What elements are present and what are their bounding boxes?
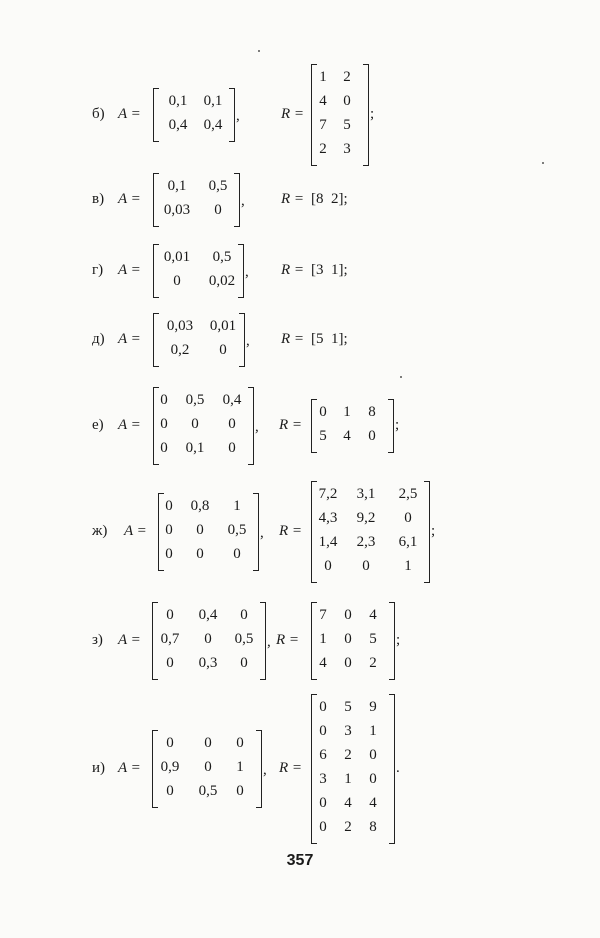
matrix-cell: 4 <box>344 795 352 811</box>
matrix-cell: 1 <box>233 498 241 514</box>
matrix-cell: 0 <box>240 655 248 671</box>
print-speck <box>542 162 544 164</box>
matrix-cell: 4 <box>369 607 377 623</box>
matrix-cell: 5 <box>319 428 327 444</box>
problem-letter: з) <box>92 632 103 648</box>
matrix-cell: 0,5 <box>198 783 218 799</box>
matrix-cell: 4 <box>319 655 327 671</box>
matrix-cell: 1 <box>236 759 244 775</box>
r-label: R = <box>279 760 303 776</box>
r-label: R = <box>281 262 305 278</box>
matrix-cell: 0 <box>369 771 377 787</box>
matrix-cell: 3,1 <box>356 486 376 502</box>
matrix-r <box>311 64 369 166</box>
r-label: R = <box>281 191 305 207</box>
matrix-cell: 0,7 <box>160 631 180 647</box>
r-row-vector: [8 2]; <box>311 191 348 207</box>
matrix-cell: 4 <box>343 428 351 444</box>
matrix-cell: 1 <box>369 723 377 739</box>
matrix-cell: 2 <box>369 655 377 671</box>
matrix-cell: 0 <box>204 735 212 751</box>
matrix-cell: 0 <box>319 723 327 739</box>
a-punct: , <box>246 333 250 349</box>
print-speck <box>258 50 260 52</box>
matrix-cell: 0 <box>214 202 222 218</box>
matrix-cell: 0 <box>362 558 370 574</box>
matrix-cell: 0,4 <box>222 392 242 408</box>
r-punct: ; <box>431 523 436 539</box>
matrix-cell: 0 <box>236 735 244 751</box>
matrix-cell: 4,3 <box>318 510 338 526</box>
matrix-a <box>152 602 266 680</box>
problem-letter: е) <box>92 417 104 433</box>
matrix-cell: 0 <box>160 392 168 408</box>
matrix-cell: 0 <box>319 819 327 835</box>
matrix-cell: 0 <box>324 558 332 574</box>
matrix-cell: 0 <box>173 273 181 289</box>
matrix-cell: 0 <box>344 631 352 647</box>
matrix-cell: 1 <box>404 558 412 574</box>
r-punct: ; <box>396 632 401 648</box>
matrix-cell: 1 <box>343 404 351 420</box>
a-punct: , <box>236 108 240 124</box>
matrix-cell: 1 <box>319 69 327 85</box>
matrix-cell: 0,2 <box>170 342 190 358</box>
matrix-cell: 0 <box>368 428 376 444</box>
a-label: A = <box>118 417 141 433</box>
problem-letter: г) <box>92 262 104 278</box>
matrix-cell: 4 <box>369 795 377 811</box>
r-label: R = <box>281 106 305 122</box>
matrix-r <box>311 694 395 844</box>
matrix-cell: 0 <box>344 655 352 671</box>
a-punct: , <box>241 193 245 209</box>
a-punct: , <box>255 419 259 435</box>
matrix-cell: 3 <box>344 723 352 739</box>
matrix-cell: 0,5 <box>234 631 254 647</box>
page-number: 357 <box>286 852 314 869</box>
matrix-r <box>311 399 394 453</box>
r-punct: ; <box>395 417 400 433</box>
matrix-a <box>153 244 244 298</box>
matrix-cell: 0,4 <box>198 607 218 623</box>
matrix-cell: 7,2 <box>318 486 338 502</box>
r-label: R = <box>281 331 305 347</box>
matrix-cell: 0,1 <box>185 440 205 456</box>
matrix-cell: 6,1 <box>398 534 418 550</box>
matrix-cell: 0 <box>240 607 248 623</box>
matrix-cell: 0 <box>166 735 174 751</box>
matrix-cell: 0 <box>219 342 227 358</box>
matrix-cell: 0 <box>165 498 173 514</box>
a-punct: , <box>267 634 271 650</box>
matrix-cell: 0 <box>204 759 212 775</box>
r-label: R = <box>279 417 303 433</box>
problem-letter: б) <box>92 106 105 122</box>
a-label: A = <box>118 262 141 278</box>
matrix-r <box>311 481 430 583</box>
matrix-a <box>153 88 235 142</box>
matrix-cell: 7 <box>319 607 327 623</box>
matrix-cell: 0,5 <box>185 392 205 408</box>
matrix-cell: 0 <box>166 607 174 623</box>
matrix-cell: 0 <box>204 631 212 647</box>
matrix-cell: 2 <box>344 747 352 763</box>
matrix-cell: 3 <box>319 771 327 787</box>
matrix-cell: 1,4 <box>318 534 338 550</box>
a-punct: , <box>263 762 267 778</box>
matrix-cell: 0,5 <box>227 522 247 538</box>
matrix-cell: 0,9 <box>160 759 180 775</box>
a-label: A = <box>118 760 141 776</box>
matrix-cell: 8 <box>368 404 376 420</box>
matrix-cell: 2 <box>344 819 352 835</box>
matrix-cell: 0 <box>166 655 174 671</box>
matrix-a <box>152 730 262 808</box>
matrix-cell: 0,01 <box>163 249 191 265</box>
matrix-cell: 0,03 <box>163 202 191 218</box>
a-label: A = <box>118 191 141 207</box>
matrix-cell: 0 <box>343 93 351 109</box>
matrix-cell: 0 <box>165 522 173 538</box>
matrix-cell: 0 <box>228 440 236 456</box>
matrix-cell: 0,4 <box>203 117 223 133</box>
matrix-cell: 0,1 <box>168 93 188 109</box>
matrix-cell: 0,3 <box>198 655 218 671</box>
matrix-cell: 0,5 <box>212 249 232 265</box>
problem-letter: д) <box>92 331 105 347</box>
matrix-cell: 0 <box>319 699 327 715</box>
matrix-cell: 9 <box>369 699 377 715</box>
a-label: A = <box>118 632 141 648</box>
matrix-cell: 0 <box>344 607 352 623</box>
matrix-cell: 0,4 <box>168 117 188 133</box>
matrix-cell: 0 <box>319 795 327 811</box>
a-punct: , <box>245 264 249 280</box>
a-label: A = <box>118 106 141 122</box>
matrix-cell: 7 <box>319 117 327 133</box>
matrix-cell: 0 <box>191 416 199 432</box>
problem-letter: и) <box>92 760 106 776</box>
matrix-cell: 6 <box>319 747 327 763</box>
matrix-cell: 9,2 <box>356 510 376 526</box>
a-punct: , <box>260 525 264 541</box>
r-label: R = <box>276 632 300 648</box>
matrix-cell: 0,8 <box>190 498 210 514</box>
matrix-a <box>153 313 245 367</box>
matrix-cell: 0 <box>166 783 174 799</box>
matrix-cell: 0 <box>233 546 241 562</box>
matrix-cell: 0 <box>196 522 204 538</box>
matrix-cell: 4 <box>319 93 327 109</box>
matrix-cell: 0 <box>228 416 236 432</box>
matrix-a <box>158 493 259 571</box>
matrix-r <box>311 602 395 680</box>
matrix-cell: 0 <box>160 440 168 456</box>
matrix-cell: 0 <box>236 783 244 799</box>
matrix-cell: 0 <box>160 416 168 432</box>
a-label: A = <box>124 523 147 539</box>
r-row-vector: [3 1]; <box>311 262 348 278</box>
matrix-cell: 8 <box>369 819 377 835</box>
matrix-cell: 0,01 <box>209 318 237 334</box>
matrix-cell: 0,5 <box>208 178 228 194</box>
matrix-cell: 2,3 <box>356 534 376 550</box>
r-label: R = <box>279 523 303 539</box>
problem-letter: ж) <box>92 523 108 539</box>
matrix-cell: 1 <box>319 631 327 647</box>
print-speck <box>400 376 402 378</box>
r-row-vector: [5 1]; <box>311 331 348 347</box>
a-label: A = <box>118 331 141 347</box>
matrix-cell: 2 <box>343 69 351 85</box>
matrix-cell: 0 <box>319 404 327 420</box>
r-punct: . <box>396 760 400 776</box>
matrix-cell: 0 <box>369 747 377 763</box>
problem-letter: в) <box>92 191 105 207</box>
matrix-cell: 0,02 <box>208 273 236 289</box>
matrix-cell: 0,03 <box>166 318 194 334</box>
matrix-cell: 0 <box>196 546 204 562</box>
matrix-cell: 2 <box>319 141 327 157</box>
matrix-a <box>153 173 240 227</box>
matrix-a <box>153 387 254 465</box>
matrix-cell: 5 <box>344 699 352 715</box>
matrix-cell: 0 <box>165 546 173 562</box>
matrix-cell: 5 <box>343 117 351 133</box>
matrix-cell: 0 <box>404 510 412 526</box>
matrix-cell: 1 <box>344 771 352 787</box>
matrix-cell: 3 <box>343 141 351 157</box>
matrix-cell: 0,1 <box>203 93 223 109</box>
matrix-cell: 2,5 <box>398 486 418 502</box>
matrix-cell: 5 <box>369 631 377 647</box>
r-punct: ; <box>370 106 375 122</box>
matrix-cell: 0,1 <box>167 178 187 194</box>
